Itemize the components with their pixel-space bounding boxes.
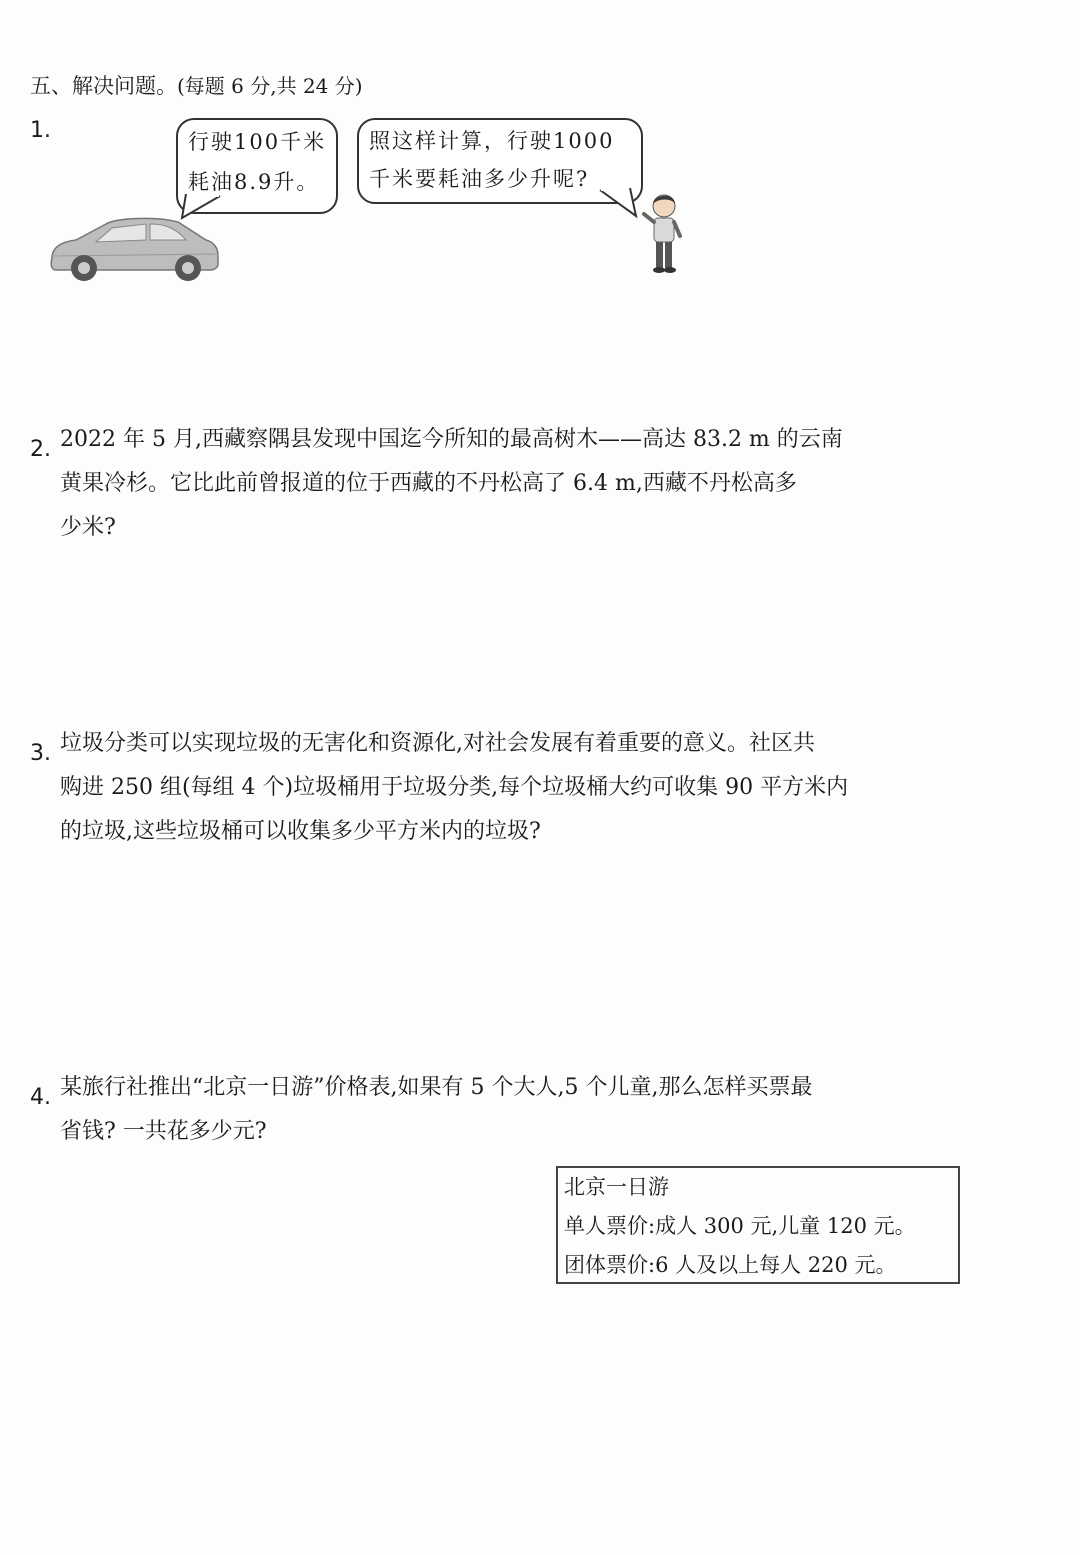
q1-number: 1. [30,118,51,143]
price-table-single: 单人票价:成人 300 元,儿童 120 元。 [564,1214,916,1238]
car-icon [46,212,222,284]
boy-figure-icon [640,190,690,274]
section-score-note: (每题 6 分,共 24 分) [177,74,363,98]
bubble-boy-line-2: 千米要耗油多少升呢? [369,167,590,191]
bubble-car-line-1: 行驶100千米 [188,130,327,154]
q2-line-2: 黄果冷杉。它比此前曾报道的位于西藏的不丹松高了 6.4 m,西藏不丹松高多 [60,471,797,496]
q4-number: 4. [30,1085,51,1110]
q3-line-1: 垃圾分类可以实现垃圾的无害化和资源化,对社会发展有着重要的意义。社区共 [60,731,815,756]
q3-line-3: 的垃圾,这些垃圾桶可以收集多少平方米内的垃圾? [60,819,541,844]
q2-line-3: 少米? [60,515,116,540]
q2-number: 2. [30,437,51,462]
price-table [556,1166,960,1284]
q3-number: 3. [30,741,51,766]
q2-line-1: 2022 年 5 月,西藏察隅县发现中国迄今所知的最高树木——高达 83.2 m 的云南 [60,427,843,452]
q3-text [60,722,848,854]
q4-line-1: 某旅行社推出“北京一日游”价格表,如果有 5 个大人,5 个儿童,那么怎样买票最 [60,1075,813,1100]
price-table-group: 团体票价:6 人及以上每人 220 元。 [564,1253,897,1277]
price-table-title: 北京一日游 [564,1175,669,1199]
bubble-boy-line-1: 照这样计算，行驶1000 [369,129,615,153]
q2-text [60,418,843,550]
section-title-text: 五、解决问题。 [30,74,177,98]
q3-line-2: 购进 250 组(每组 4 个)垃圾桶用于垃圾分类,每个垃圾桶大约可收集 90 平方米内 [60,775,849,800]
q4-text [60,1066,812,1154]
bubble-car-line-2: 耗油8.9升。 [188,170,320,194]
q4-line-2: 省钱? 一共花多少元? [60,1119,267,1144]
section-title [30,70,363,100]
